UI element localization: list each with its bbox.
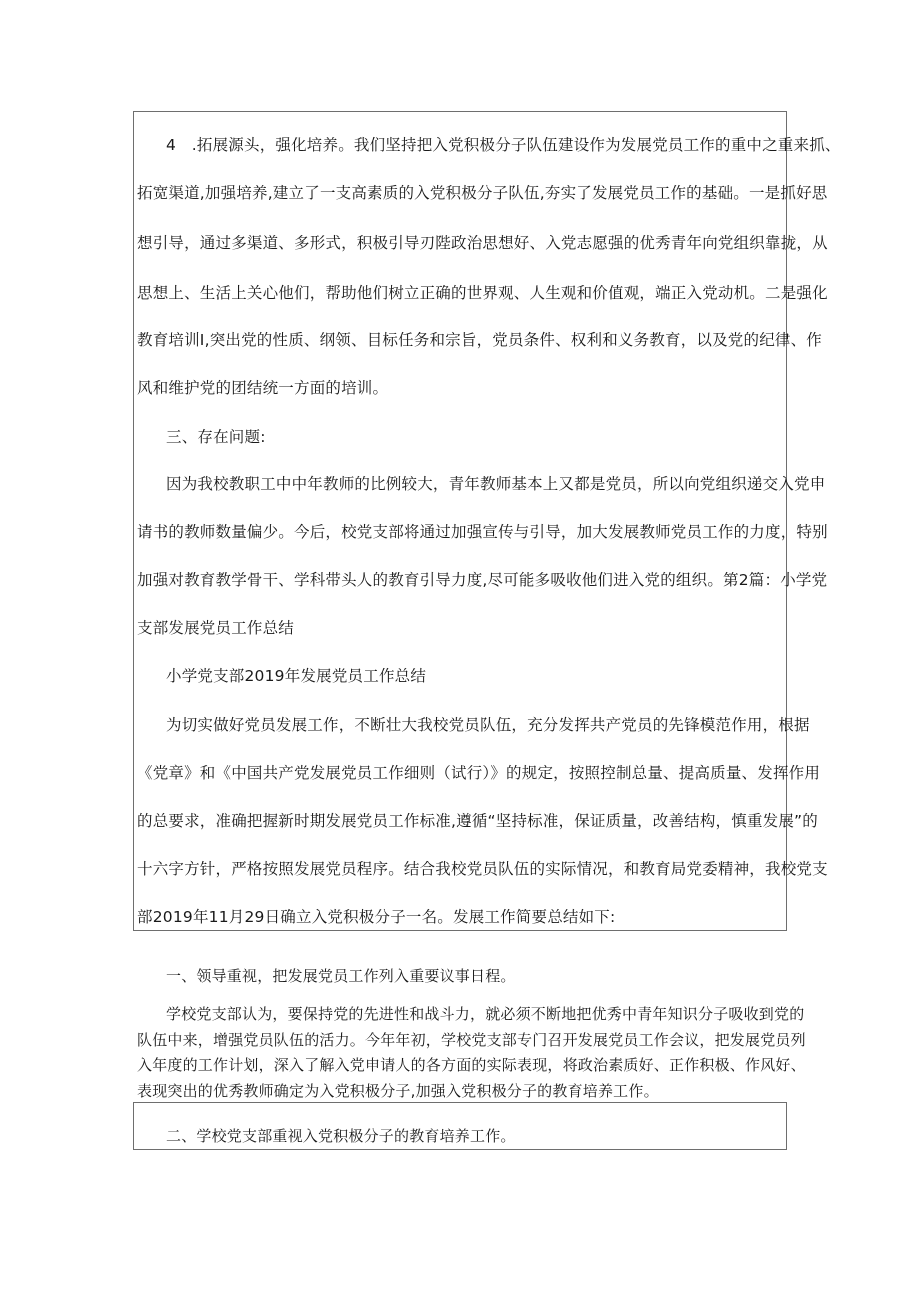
paragraph-line: 拓宽渠道,加强培养,建立了一支高素质的入党积极分子队伍,夯实了发展党员工作的基础。一是抓好思 [137,184,828,202]
section-heading: 二、学校党支部重视入党积极分子的教育培养工作。 [166,1127,516,1145]
paragraph-line: 十六字方针，严格按照发展党员程序。结合我校党员队伍的实际情况，和教育局党委精神，我校党支 [137,860,828,878]
paragraph-line: 部2019年11月29日确立入党积极分子一名。发展工作简要总结如下: [137,908,616,926]
paragraph-line: 请书的教师数量偏少。今后，校党支部将通过加强宣传与引导，加大发展教师党员工作的力度，特别 [137,523,828,541]
paragraph-line: 为切实做好党员发展工作，不断壮大我校党员队伍，充分发挥共产党员的先锋模范作用，根据 [166,716,810,734]
paragraph-line: 支部发展党员工作总结 [137,619,295,637]
paragraph-line: 入年度的工作计划，深入了解入党申请人的各方面的实际表现，将政治素质好、正作积极、作风好、 [137,1056,806,1074]
paragraph-line: 学校党支部认为，要保持党的先进性和战斗力，就必须不断地把优秀中青年知识分子吸收到党的 [166,1005,805,1023]
paragraph-line: 表现突出的优秀教师确定为入党积极分子,加强入党积极分子的教育培养工作。 [137,1082,659,1100]
paragraph-line: 思想上、生活上关心他们，帮助他们树立正确的世界观、人生观和价值观，端正入党动机。二是强化 [137,284,828,302]
section-heading: 一、领导重视，把发展党员工作列入重要议事日程。 [166,967,516,985]
paragraph-line: 的总要求，准确把握新时期发展党员工作标准,遵循“坚持标准，保证质量，改善结构，慎重发展”的 [137,812,818,830]
paragraph-line: 4 .拓展源头，强化培养。我们坚持把入党积极分子队伍建设作为发展党员工作的重中之重来抓、 [166,136,841,154]
paragraph-line: 《党章》和《中国共产党发展党员工作细则（试行）》的规定，按照控制总量、提高质量、发挥作用 [137,764,821,782]
paragraph-line: 队伍中来，增强党员队伍的活力。今年年初，学校党支部专门召开发展党员工作会议，把发展党员列 [137,1031,806,1049]
document-title: 小学党支部2019年发展党员工作总结 [166,667,427,685]
paragraph-line: 因为我校教职工中中年教师的比例较大，青年教师基本上又都是党员，所以向党组织递交入党申 [166,475,826,493]
paragraph-line: 加强对教育教学骨干、学科带头人的教育引导力度,尽可能多吸收他们进入党的组织。第2篇：小学党 [137,571,828,589]
paragraph-line: 风和维护党的团结统一方面的培训。 [137,379,389,397]
paragraph-line: 教育培训I,突出党的性质、纲领、目标任务和宗旨，党员条件、权利和义务教育，以及党的纪律、作 [137,331,823,349]
paragraph-line: 想引导，通过多渠道、多形式，积极引导刃陛政治思想好、入党志愿强的优秀青年向党组织靠拢，从 [137,234,828,252]
section-heading: 三、存在问题: [166,428,266,446]
